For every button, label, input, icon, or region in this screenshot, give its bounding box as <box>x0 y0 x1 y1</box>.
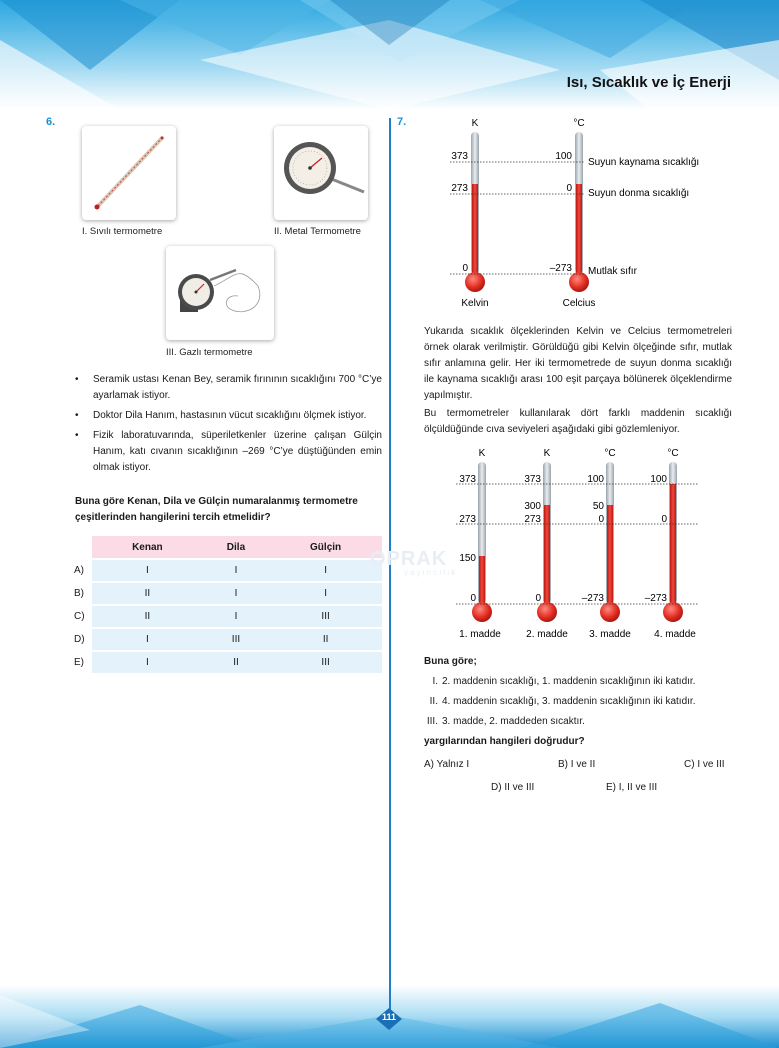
publisher-watermark-sub: yayıncılık <box>404 568 458 577</box>
table-cell: III <box>269 606 382 627</box>
mercury-column <box>576 184 582 276</box>
scale-comparison-diagram <box>440 112 740 312</box>
thermometer-bulb <box>472 602 492 622</box>
unit-label: °C <box>604 448 616 459</box>
mercury-column-1 <box>479 556 485 606</box>
liquid-thermometer-image <box>82 126 176 220</box>
tick-label: 0 <box>535 593 541 604</box>
thermometer-name: Kelvin <box>461 298 489 309</box>
option-label: A) <box>74 565 84 576</box>
question-6-prompt: Buna göre Kenan, Dila ve Gülçin numaralanmış termometre çeşitlerinden hangilerini tercih etmelidir? <box>75 496 358 523</box>
option-label: C) <box>74 611 85 622</box>
mercury-column-3 <box>607 505 613 606</box>
statement-text: 4. maddenin sıcaklığı, 3. maddenin sıcaklığının iki katıdır. <box>442 696 696 707</box>
tick-label: 100 <box>650 474 667 485</box>
statement-number: I. <box>432 676 438 687</box>
unit-label: K <box>543 448 551 459</box>
table-cell: III <box>269 652 382 673</box>
thermometer-bulb <box>465 272 485 292</box>
header-banner <box>0 0 779 110</box>
option-label: B) <box>74 588 84 599</box>
answer-option-d[interactable]: D) II ve III <box>491 782 535 793</box>
substance-name: 4. madde <box>654 629 696 640</box>
scenario-item: • Seramik ustası Kenan Bey, seramik fırınının sıcaklığını 700 °C’ye ayarlamak istiyor. <box>75 372 382 404</box>
option-label: E) <box>74 657 84 668</box>
thermometer-bulb <box>663 602 683 622</box>
table-cell: I <box>203 560 269 581</box>
statement-text: 3. madde, 2. maddeden sıcaktır. <box>442 716 585 727</box>
gas-thermometer-image <box>166 246 274 340</box>
statement-number: II. <box>429 696 438 707</box>
measurement-paragraph: Bu termometreler kullanılarak dört farklı maddenin sıcaklığı ölçüldüğünde cıva seviyeleri aşağıdaki gibi gözlemleniyor. <box>424 408 732 435</box>
table-cell: II <box>203 652 269 673</box>
answer-options-table <box>72 534 382 675</box>
tick-label: 273 <box>524 514 541 525</box>
celcius-tick: –273 <box>549 263 572 274</box>
unit-label: K <box>471 118 479 129</box>
kelvin-tick: 0 <box>462 263 468 274</box>
table-cell: I <box>269 583 382 604</box>
tick-label: 100 <box>587 474 604 485</box>
statements-block <box>424 652 734 752</box>
substance-name: 1. madde <box>459 629 501 640</box>
tick-label: 373 <box>459 474 476 485</box>
table-cell: III <box>203 629 269 650</box>
statement-item <box>424 692 734 712</box>
tick-label: 273 <box>459 514 476 525</box>
kelvin-tick: 273 <box>451 183 468 194</box>
substance-name: 3. madde <box>589 629 631 640</box>
celcius-tick: 100 <box>555 151 572 162</box>
thermometer-bulb <box>600 602 620 622</box>
celcius-tick: 0 <box>566 183 572 194</box>
publisher-watermark: OPRAK <box>370 548 448 570</box>
table-cell: II <box>269 629 382 650</box>
table-cell: I <box>203 606 269 627</box>
mercury-column <box>472 184 478 276</box>
question-7-number: 7. <box>397 116 407 128</box>
substance-thermometers-diagram <box>440 442 730 647</box>
statement-number: III. <box>426 716 438 727</box>
option-row-e[interactable] <box>72 652 382 673</box>
answer-option-c[interactable]: C) I ve III <box>684 759 725 770</box>
statements-intro: Buna göre; <box>424 656 477 667</box>
caption-metal-thermometer: II. Metal Termometre <box>274 226 361 237</box>
question-7-prompt: yargılarından hangileri doğrudur? <box>424 736 585 747</box>
option-row-c[interactable] <box>72 606 382 627</box>
thermometer-bulb <box>537 602 557 622</box>
answer-option-b[interactable]: B) I ve II <box>558 759 596 770</box>
tick-label: –273 <box>581 593 604 604</box>
mercury-column-2 <box>544 505 550 606</box>
unit-label: K <box>478 448 486 459</box>
unit-label: °C <box>667 448 679 459</box>
substance-name: 2. madde <box>526 629 568 640</box>
mercury-column-4 <box>670 484 676 606</box>
column-header-dila: Dila <box>203 536 269 558</box>
tick-label: 0 <box>661 514 667 525</box>
table-cell: II <box>92 606 203 627</box>
caption-gas-thermometer: III. Gazlı termometre <box>166 347 253 358</box>
option-row-a[interactable] <box>72 560 382 581</box>
table-cell: I <box>92 629 203 650</box>
tick-label: 0 <box>598 514 604 525</box>
metal-thermometer-image <box>274 126 368 220</box>
column-header-gulcin: Gülçin <box>269 536 382 558</box>
table-cell: I <box>269 560 382 581</box>
column-header-kenan: Kenan <box>92 536 203 558</box>
page-number: 111 <box>381 1012 397 1022</box>
unit-label: °C <box>573 118 585 129</box>
table-cell: I <box>92 560 203 581</box>
table-cell: I <box>203 583 269 604</box>
point-label: Suyun kaynama sıcaklığı <box>588 157 700 168</box>
option-label: D) <box>74 634 85 645</box>
table-cell: II <box>92 583 203 604</box>
statement-item <box>424 672 734 692</box>
caption-liquid-thermometer: I. Sıvılı termometre <box>82 226 163 237</box>
option-row-d[interactable] <box>72 629 382 650</box>
scenario-item: • Doktor Dila Hanım, hastasının vücut sıcaklığını ölçmek istiyor. <box>75 408 382 424</box>
tick-label: 0 <box>470 593 476 604</box>
reading-label: 50 <box>592 501 604 512</box>
point-label: Suyun donma sıcaklığı <box>588 188 690 199</box>
tick-label: –273 <box>644 593 667 604</box>
option-row-b[interactable] <box>72 583 382 604</box>
reading-label: 300 <box>524 501 541 512</box>
statement-text: 2. maddenin sıcaklığı, 1. maddenin sıcaklığının iki katıdır. <box>442 676 696 687</box>
question-6-number: 6. <box>46 116 56 128</box>
scenario-list <box>75 372 382 480</box>
explanation-paragraph: Yukarıda sıcaklık ölçeklerinden Kelvin ve Celcius termometreleri örnek olarak verilmiştir. Görüldüğü gibi Kelvin ölçeğinde sıfır, mutlak sıfır anlamına gelir. Her iki termometrede de suyun donma sıcaklığı ile kaynama sıcaklığı arası 100 eşit parçaya bölünerek ölçeklendirme yapılmıştır. <box>424 326 732 401</box>
answer-option-a[interactable]: A) Yalnız I <box>424 759 470 770</box>
table-cell: I <box>92 652 203 673</box>
reading-label: 150 <box>459 553 476 564</box>
statement-item <box>424 712 734 732</box>
thermometer-name: Celcius <box>562 298 596 309</box>
tick-label: 373 <box>524 474 541 485</box>
kelvin-tick: 373 <box>451 151 468 162</box>
point-label: Mutlak sıfır <box>588 266 637 277</box>
table-corner <box>72 536 92 558</box>
scenario-item: • Fizik laboratuvarında, süperiletkenler üzerine çalışan Gülçin Hanım, katı cıvanın sıcaklığının –269 °C’ye düştüğünden emin olmak istiyor. <box>75 428 382 476</box>
thermometer-bulb <box>569 272 589 292</box>
answer-option-e[interactable]: E) I, II ve III <box>606 782 658 793</box>
page-header-title: Isı, Sıcaklık ve İç Enerji <box>566 74 731 91</box>
